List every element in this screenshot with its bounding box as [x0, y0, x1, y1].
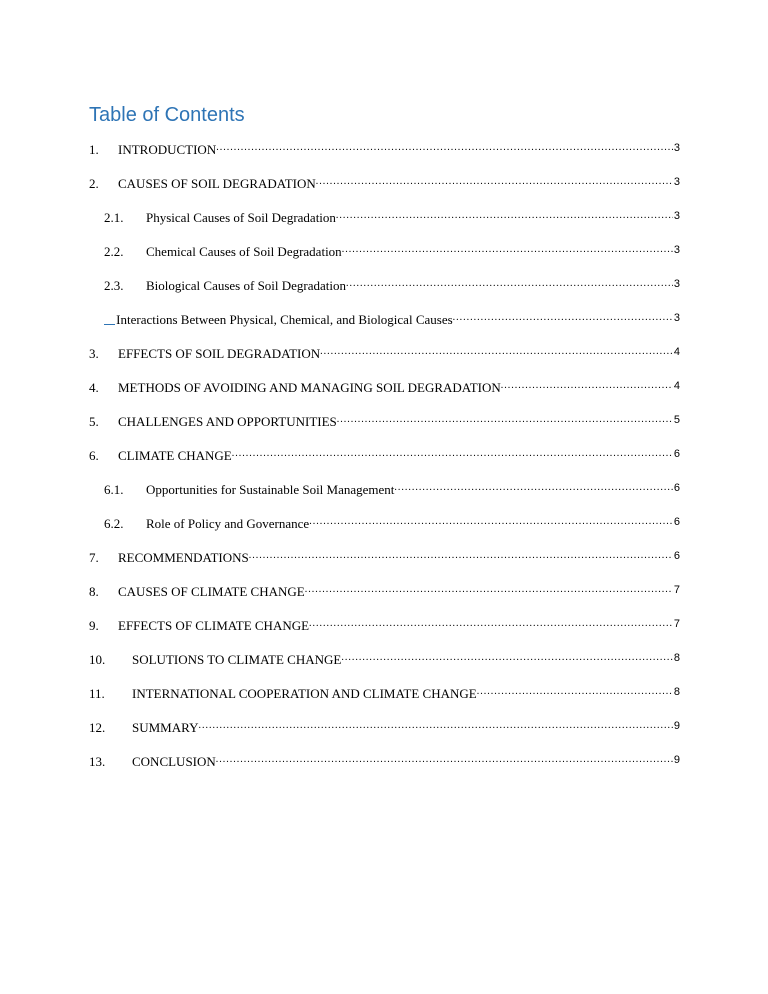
toc-page-number: 8 [673, 686, 680, 698]
toc-page-number: 9 [673, 720, 680, 732]
dot-leader [320, 346, 673, 362]
toc-entry[interactable] [89, 448, 680, 464]
toc-entry-link[interactable] [118, 448, 680, 464]
toc-entry-number: 2.3. [104, 278, 124, 293]
toc-page-number: 5 [673, 414, 680, 426]
toc-entry-link[interactable] [118, 618, 680, 634]
dot-leader [309, 618, 673, 634]
toc-entry-number: 2. [89, 176, 99, 191]
toc-entry[interactable] [104, 516, 680, 532]
dot-leader [341, 652, 673, 668]
toc-entry[interactable] [89, 550, 680, 566]
toc-entry-link[interactable] [132, 720, 680, 736]
toc-entry-link[interactable] [132, 754, 680, 770]
toc-entry-number: 8. [89, 584, 99, 599]
toc-entry-label: CHALLENGES AND OPPORTUNITIES [118, 414, 337, 429]
toc-title: Table of Contents [89, 104, 245, 126]
toc-entry-label: INTERNATIONAL COOPERATION AND CLIMATE CHANGE [132, 686, 477, 701]
toc-entry-number: 1. [89, 142, 99, 157]
dot-leader [453, 312, 673, 328]
toc-entry-link[interactable] [118, 584, 680, 600]
toc-page-number: 3 [673, 244, 680, 256]
toc-entry-label: Role of Policy and Governance [146, 516, 310, 531]
toc-entry-link[interactable] [118, 142, 680, 158]
toc-page-number: 3 [673, 312, 680, 324]
toc-page-number: 3 [673, 176, 680, 188]
toc-entry-link[interactable] [104, 312, 680, 328]
toc-page-number: 4 [673, 380, 680, 392]
toc-page-number: 7 [673, 584, 680, 596]
dot-leader [232, 448, 673, 464]
toc-entry[interactable] [89, 652, 680, 668]
toc-entry-link[interactable] [118, 380, 680, 396]
toc-entry-link[interactable] [132, 686, 680, 702]
toc-entry-label: Physical Causes of Soil Degradation [146, 210, 336, 225]
toc-page-number: 8 [673, 652, 680, 664]
toc-page-number: 6 [673, 516, 680, 528]
toc-entry-label: EFFECTS OF SOIL DEGRADATION [118, 346, 321, 361]
toc-entry-label: INTRODUCTION [118, 142, 217, 157]
toc-entry-label: Biological Causes of Soil Degradation [146, 278, 347, 293]
toc-entry-label: CAUSES OF SOIL DEGRADATION [118, 176, 316, 191]
toc-entry[interactable] [104, 278, 680, 294]
toc-entry-link[interactable] [146, 210, 680, 226]
toc-entry[interactable] [89, 176, 680, 192]
dot-leader [305, 584, 673, 600]
toc-entry[interactable] [89, 754, 680, 770]
toc-entry-number: 12. [89, 720, 106, 735]
toc-page-number: 4 [673, 346, 680, 358]
toc-page-number: 3 [673, 210, 680, 222]
toc-entry-link[interactable] [118, 414, 680, 430]
toc-entry-label: CONCLUSION [132, 754, 216, 769]
toc-page-number: 6 [673, 482, 680, 494]
toc-page-number: 3 [673, 142, 680, 154]
toc-entry-number: 3. [89, 346, 99, 361]
toc-entry[interactable] [104, 244, 680, 260]
dot-leader [309, 516, 673, 532]
dot-leader [316, 176, 673, 192]
dot-leader [337, 414, 673, 430]
toc-entry[interactable] [89, 346, 680, 362]
dot-leader [394, 482, 672, 498]
toc-entry[interactable] [89, 584, 680, 600]
toc-entry-label: Interactions Between Physical, Chemical, and Biological Causes [116, 312, 453, 327]
toc-entry-label: CLIMATE CHANGE [118, 448, 232, 463]
toc-entry-link[interactable] [146, 278, 680, 294]
toc-entry-label: Opportunities for Sustainable Soil Management [146, 482, 395, 497]
toc-entry[interactable] [89, 720, 680, 736]
toc-entry-link[interactable] [118, 176, 680, 192]
toc-entry-link[interactable] [118, 346, 680, 362]
dot-leader [249, 550, 673, 566]
dot-leader [198, 720, 672, 736]
dot-leader [477, 686, 673, 702]
toc-entry-label: CAUSES OF CLIMATE CHANGE [118, 584, 305, 599]
toc-entry-number: 5. [89, 414, 99, 429]
toc-entry[interactable] [104, 482, 680, 498]
dot-leader [501, 380, 673, 396]
toc-entry[interactable] [89, 414, 680, 430]
toc-entry-number: 2.1. [104, 210, 124, 225]
toc-entry-label: EFFECTS OF CLIMATE CHANGE [118, 618, 310, 633]
toc-entry-link[interactable] [132, 652, 680, 668]
toc-entry-number: 4. [89, 380, 99, 395]
toc-entry-number: 6. [89, 448, 99, 463]
toc-page-number: 7 [673, 618, 680, 630]
toc-entry-link[interactable] [146, 482, 680, 498]
toc-entry-link[interactable] [118, 550, 680, 566]
toc-entry-link[interactable] [146, 244, 680, 260]
toc-entry-label: Chemical Causes of Soil Degradation [146, 244, 342, 259]
toc-entry-label: SUMMARY [132, 720, 199, 735]
toc-entry[interactable] [89, 618, 680, 634]
toc-entry-label: SOLUTIONS TO CLIMATE CHANGE [132, 652, 342, 667]
dot-leader [346, 278, 673, 294]
toc-page-number: 9 [673, 754, 680, 766]
toc-page-number: 3 [673, 278, 680, 290]
toc-entry[interactable] [89, 142, 680, 158]
toc-entry-label: RECOMMENDATIONS [118, 550, 249, 565]
toc-page-number: 6 [673, 448, 680, 460]
toc-entry-number: 7. [89, 550, 99, 565]
dot-leader [216, 142, 673, 158]
toc-page-number: 6 [673, 550, 680, 562]
dot-leader [216, 754, 673, 770]
toc-entry-number: 11. [89, 686, 105, 701]
toc-entry-link[interactable] [146, 516, 680, 532]
toc-entry[interactable] [89, 686, 680, 702]
toc-entry-number: 10. [89, 652, 106, 667]
toc-entry-label: METHODS OF AVOIDING AND MANAGING SOIL DEGRADATION [118, 380, 501, 395]
toc-entry-number: 2.2. [104, 244, 124, 259]
toc-entry-number: 6.1. [104, 482, 124, 497]
dot-leader [336, 210, 673, 226]
toc-entry[interactable] [104, 312, 680, 328]
toc-entry-number: 13. [89, 754, 106, 769]
toc-entry-number: 6.2. [104, 516, 124, 531]
link-underline [104, 312, 115, 325]
toc-entry[interactable] [89, 380, 680, 396]
toc-entry[interactable] [104, 210, 680, 226]
toc-entry-number: 9. [89, 618, 99, 633]
dot-leader [342, 244, 673, 260]
